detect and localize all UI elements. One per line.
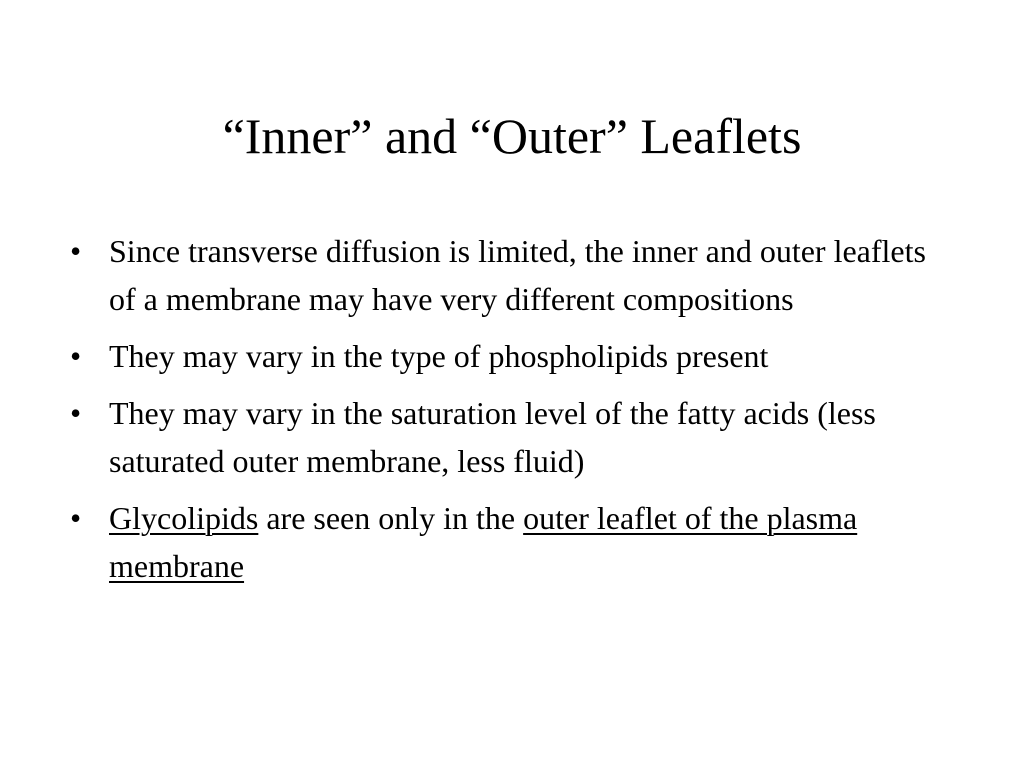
slide-title: “Inner” and “Outer” Leaflets (222, 108, 802, 164)
list-item (70, 227, 950, 323)
bullet-text: Since transverse diffusion is limited, the inner and outer leaflets of a membrane may have very different compositions (109, 233, 926, 317)
bullet-text: They may vary in the saturation level of the fatty acids (less saturated outer membrane, less fluid) (109, 395, 876, 479)
bullet-icon: • (70, 233, 82, 269)
list-item (70, 332, 950, 380)
list-item (70, 494, 950, 590)
bullet-text: are seen only in the (258, 500, 524, 536)
bullet-icon: • (70, 500, 82, 536)
glycolipids-underlined-text: Glycolipids (109, 500, 259, 536)
outer-leaflet-underlined-text: outer leaflet of the plasma membrane (109, 500, 858, 584)
bullet-icon: • (70, 395, 82, 431)
bullet-list (70, 227, 950, 599)
bullet-icon: • (70, 338, 82, 374)
bullet-text: They may vary in the type of phospholipids present (109, 338, 769, 374)
list-item (70, 389, 950, 485)
